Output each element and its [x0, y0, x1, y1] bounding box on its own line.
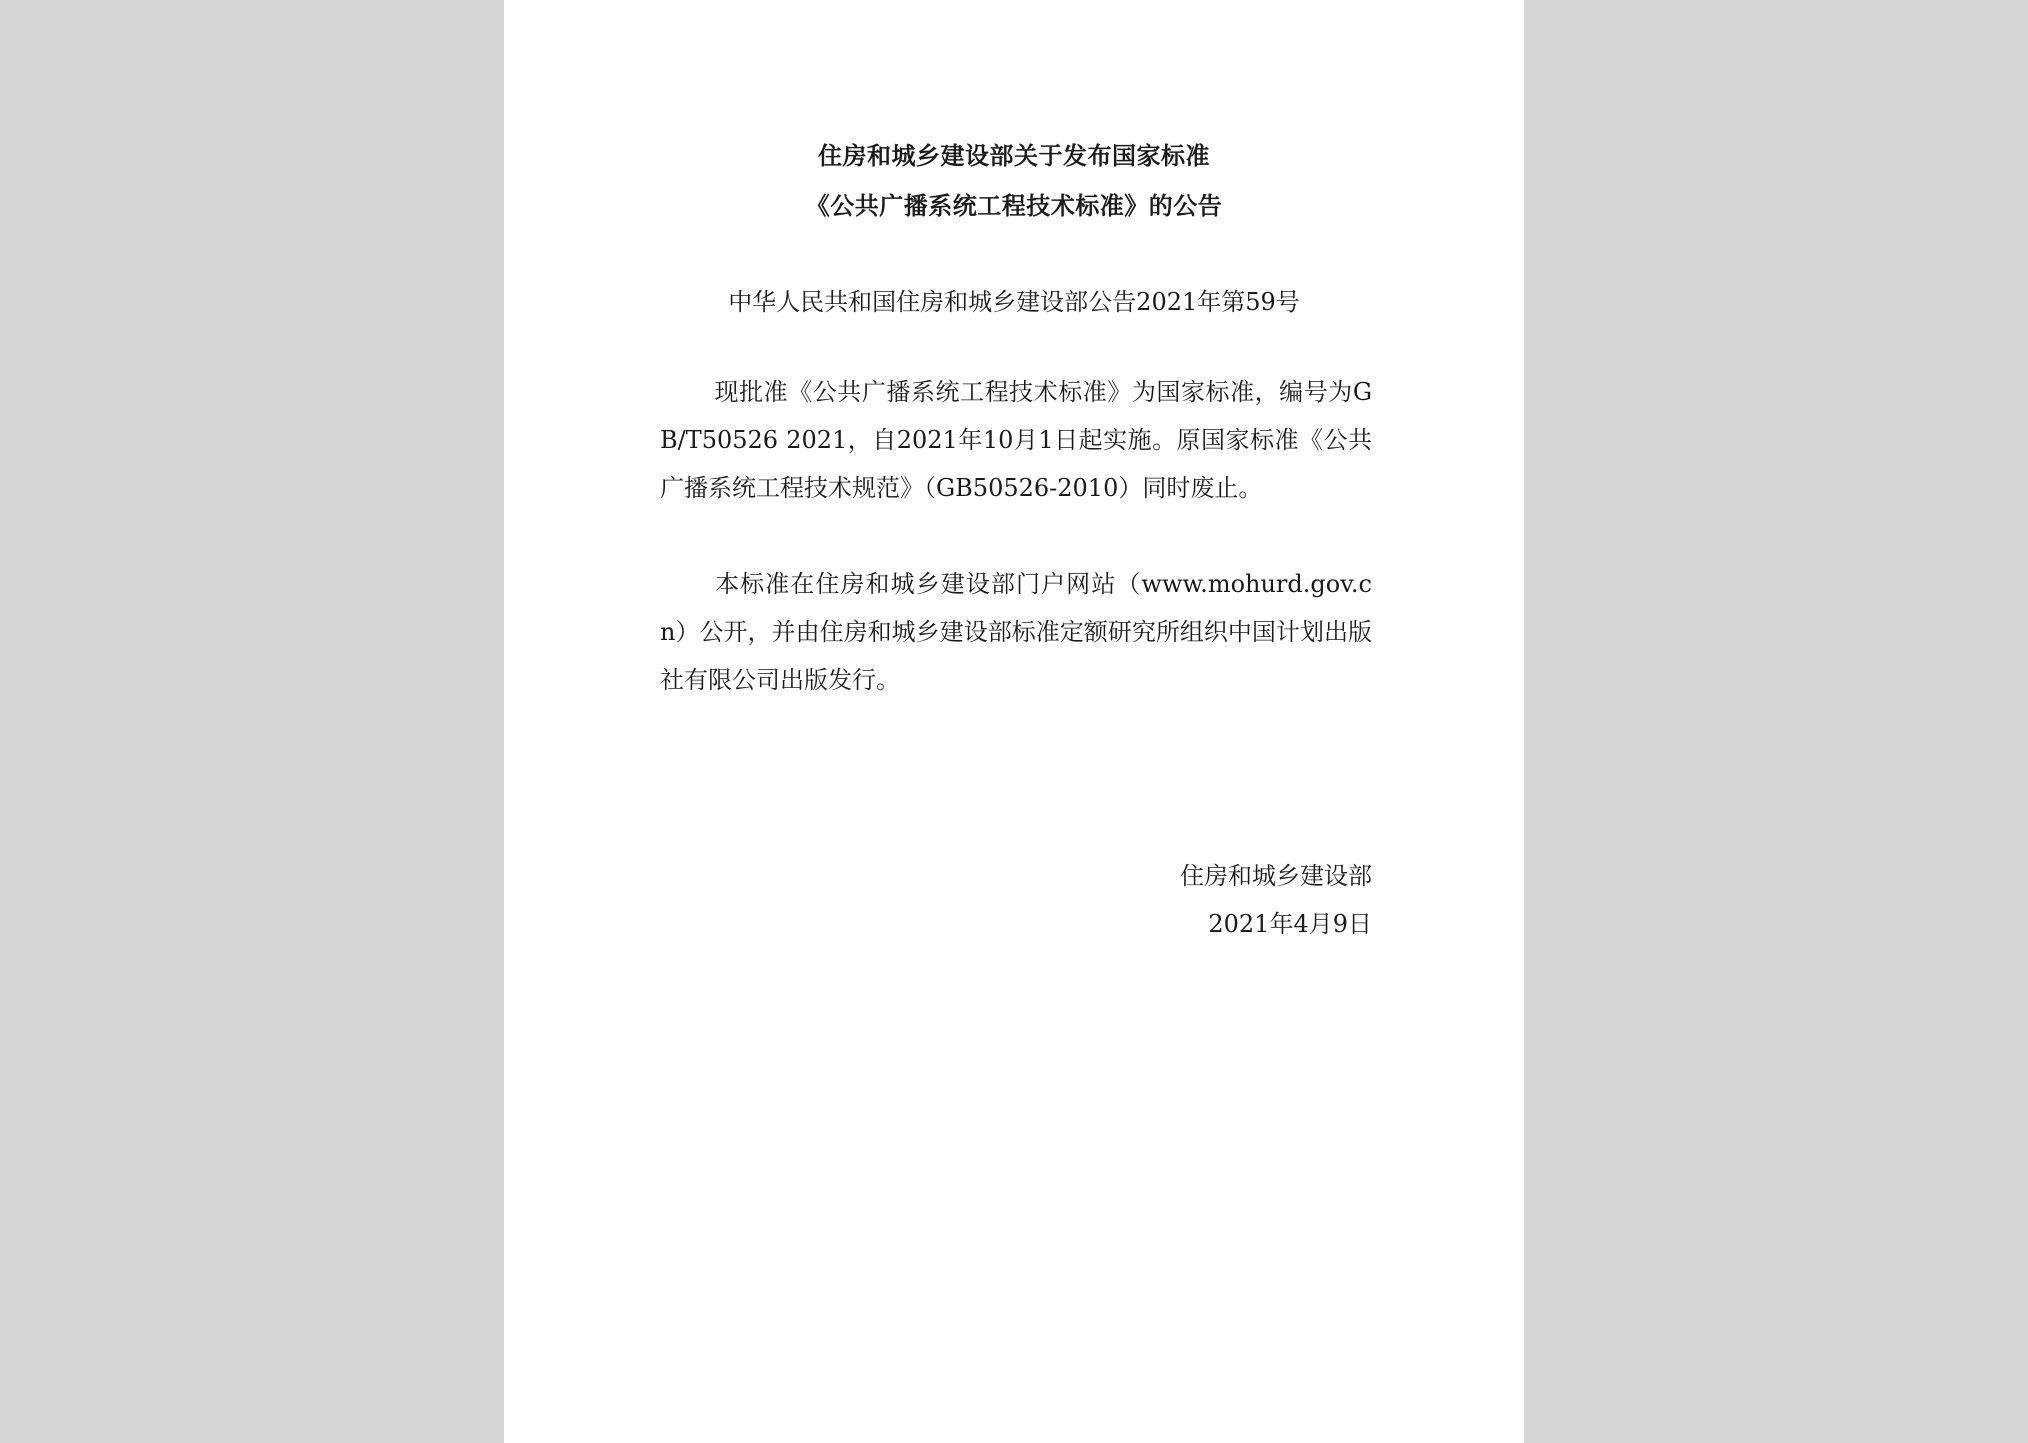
paragraph-approval-text: 现批准《公共广播系统工程技术标准》为国家标准，编号为GB/T50526 2021，自2021年10月1日起实施。原国家标准《公共广播系统工程技术规范》（GB50526-2010）同时废止。: [660, 378, 1372, 502]
signature-date: 2021年4月9日: [1208, 910, 1372, 938]
paragraph-approval: [660, 368, 1372, 512]
title-line-2: 《公共广播系统工程技术标准》的公告: [805, 192, 1223, 220]
announcement-number: 中华人民共和国住房和城乡建设部公告2021年第59号: [728, 288, 1300, 316]
paragraph-publication: [660, 560, 1372, 704]
document-page: [504, 0, 1524, 1443]
paragraph-publication-text: 本标准在住房和城乡建设部门户网站（www.mohurd.gov.cn）公开，并由住房和城乡建设部标准定额研究所组织中国计划出版社有限公司出版发行。: [660, 570, 1372, 694]
title-line-1: 住房和城乡建设部关于发布国家标准: [818, 142, 1210, 170]
signature-organization: 住房和城乡建设部: [1180, 862, 1372, 890]
